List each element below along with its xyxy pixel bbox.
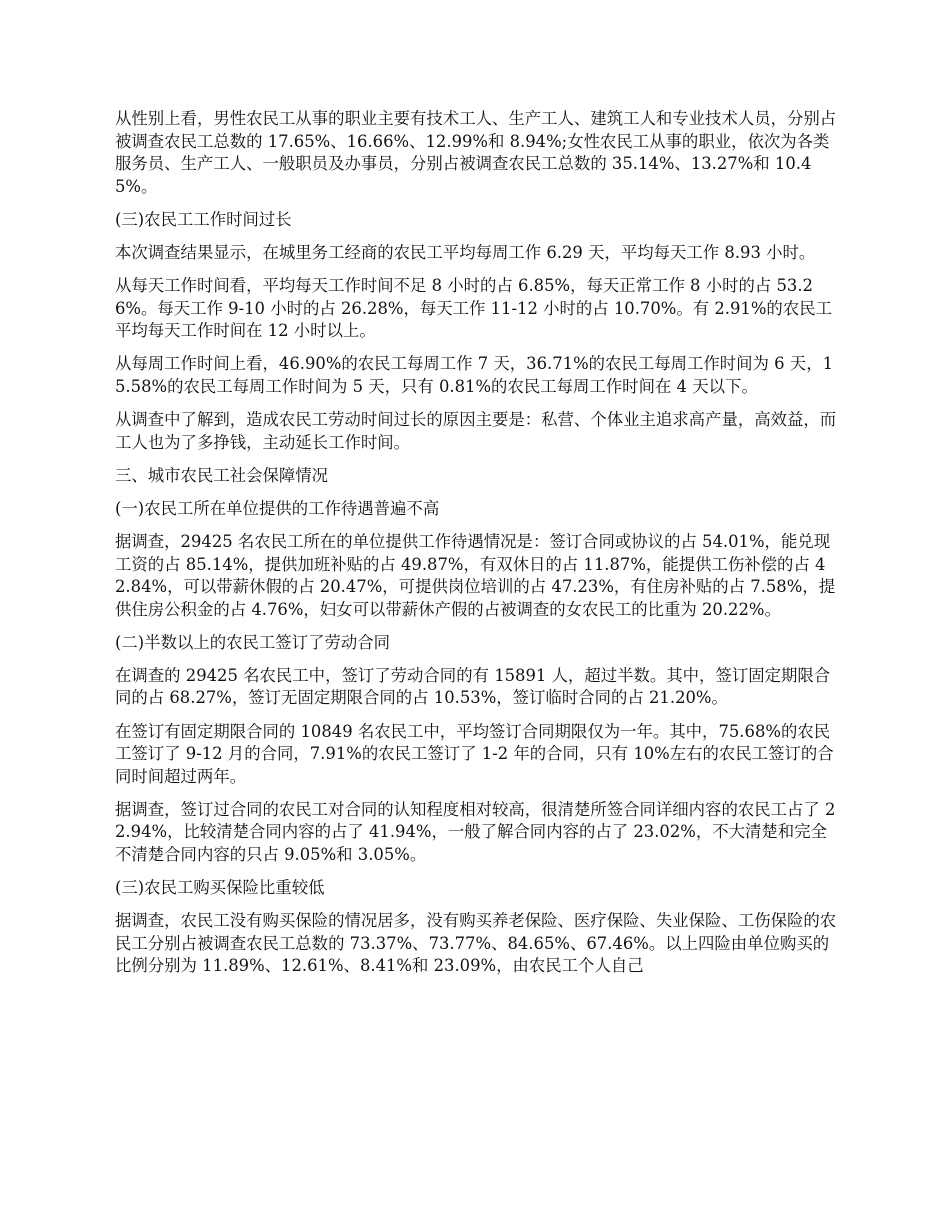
paragraph-daily-hours: 从每天工作时间看，平均每天工作时间不足 8 小时的占 6.85%，每天正常工作 8 小时的占 53.26%。每天工作 9-10 小时的占 26.28%，每天工作 11-12 小时的占 10.70%。有 2.91%的农民工平均每天工作时间在 12 小时以上。 <box>115 276 832 341</box>
paragraph-contract-stats: 在调查的 29425 名农民工中，签订了劳动合同的有 15891 人，超过半数。其中，签订固定期限合同的占 68.27%，签订无固定期限合同的占 10.53%，签订临时合同的占 21.20%。 <box>115 665 831 708</box>
heading-long-working-hours: (三)农民工工作时间过长 <box>115 209 292 229</box>
paragraph-average-work: 本次调查结果显示，在城里务工经商的农民工平均每周工作 6.29 天，平均每天工作 8.93 小时。 <box>115 242 816 262</box>
paragraph-weekly-hours: 从每周工作时间上看，46.90%的农民工每周工作 7 天，36.71%的农民工每周工作时间为 6 天，15.58%的农民工每周工作时间为 5 天，只有 0.81%的农民工每周工作时间在 4 天以下。 <box>115 354 834 396</box>
paragraph-contract-duration: 在签订有固定期限合同的 10849 名农民工中，平均签订合同期限仅为一年。其中，75.68%的农民工签订了 9-12 月的合同，7.91%的农民工签订了 1-2 年的合同，只有 10%左右的农民工签订的合同时间超过两年。 <box>115 721 834 786</box>
paragraph-insurance-stats: 据调查，农民工没有购买保险的情况居多，没有购买养老保险、医疗保险、失业保险、工伤保险的农民工分别占被调查农民工总数的 73.37%、73.77%、84.65%、67.46%。以上四险由单位购买的比例分别为 11.89%、12.61%、8.41%和 23.09%，由农民工个人自己 <box>115 911 837 976</box>
paragraph-causes: 从调查中了解到，造成农民工劳动时间过长的原因主要是：私营、个体业主追求高产量，高效益，而工人也为了多挣钱，主动延长工作时间。 <box>115 410 837 452</box>
heading-labor-contracts: (二)半数以上的农民工签订了劳动合同 <box>115 632 391 652</box>
heading-work-benefits: (一)农民工所在单位提供的工作待遇普遍不高 <box>115 498 440 518</box>
paragraph-benefits-stats: 据调查，29425 名农民工所在的单位提供工作待遇情况是：签订合同或协议的占 54.01%，能兑现工资的占 85.14%，提供加班补贴的占 49.87%，有双休日的占 11.87%，能提供工伤补偿的占 42.84%，可以带薪休假的占 20.47%，可提供岗位培训的占 47.23%，有住房补贴的占 7.58%，提供住房公积金的占 4.76%，妇女可以带薪休产假的占被调查的女农民工的比重为 20.22%。 <box>115 531 836 619</box>
heading-social-security: 三、城市农民工社会保障情况 <box>115 465 329 485</box>
paragraph-gender-occupation: 从性别上看，男性农民工从事的职业主要有技术工人、生产工人、建筑工人和专业技术人员，分别占被调查农民工总数的 17.65%、16.66%、12.99%和 8.94%;女性农民工从事的职业，依次为各类服务员、生产工人、一般职员及办事员，分别占被调查农民工总数的 35.14%、13.27%和 10.45%。 <box>115 109 837 196</box>
paragraph-contract-awareness: 据调查，签订过合同的农民工对合同的认知程度相对较高，很清楚所签合同详细内容的农民工占了 22.94%，比较清楚合同内容的占了 41.94%，一般了解合同内容的占了 23.02%，不大清楚和完全不清楚合同内容的只占 9.05%和 3.05%。 <box>115 799 836 865</box>
heading-insurance: (三)农民工购买保险比重较低 <box>115 878 325 898</box>
document-page <box>115 108 837 989</box>
